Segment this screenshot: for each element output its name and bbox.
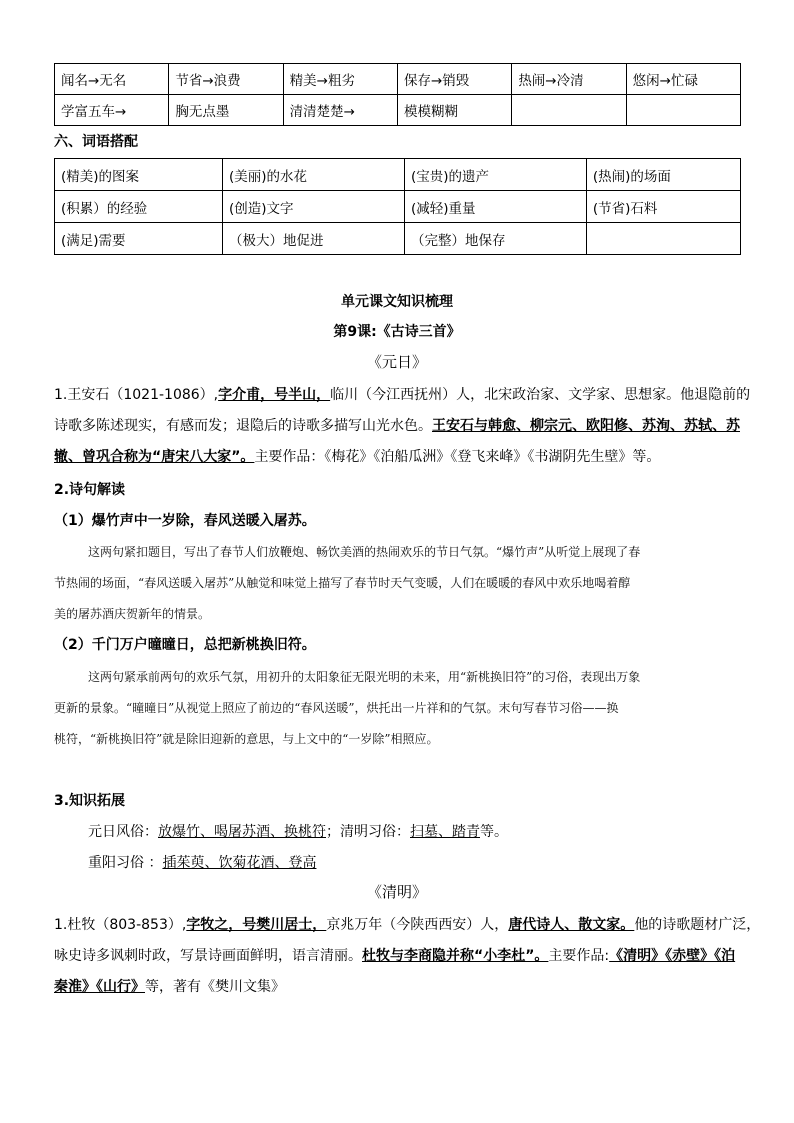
table-cell: (满足)需要: [55, 223, 223, 255]
table-cell: 学富五车→: [55, 95, 169, 126]
ext-text: ；清明习俗：: [326, 824, 410, 840]
unit-heading: 单元课文知识梳理: [341, 294, 453, 310]
table-cell: (积累）的经验: [55, 191, 223, 223]
table-cell: 精美→粗劣: [283, 64, 397, 95]
bio-highlight: 字介甫，号半山，: [218, 387, 331, 403]
table-row: [55, 191, 741, 223]
ext-line: [54, 817, 778, 848]
bio-text: 京兆万年（今陕西西安）人，: [326, 917, 509, 933]
bio-highlight: 字牧之，号樊川居士，: [186, 917, 327, 933]
table-cell: [586, 223, 740, 255]
bio-line: [54, 442, 744, 473]
lesson-title: 第9课:《古诗三首》: [333, 324, 461, 340]
table-row: [55, 223, 741, 255]
table-cell: 胸无点墨: [169, 95, 283, 126]
bio-line: [54, 380, 751, 411]
bio-line: [54, 941, 744, 972]
table-cell: 悠闲→忙碌: [626, 64, 740, 95]
bio-line: [54, 910, 761, 941]
bio-highlight: 王安石与韩愈、柳宗元、欧阳修、苏洵、苏轼、苏: [432, 418, 740, 434]
ext-highlight: 插茱萸、饮菊花酒、登高: [162, 855, 317, 871]
table-row: [55, 159, 741, 191]
note-line: 这两句紧扣题目，写出了春节人们放鞭炮、畅饮美酒的热闹欢乐的节日气氛。“爆竹声”从听觉上展现了春: [88, 545, 641, 559]
table-cell: (宝贵)的遗产: [404, 159, 586, 191]
collocation-table: [54, 158, 741, 255]
note-line: 美的屠苏酒庆贺新年的情景。: [54, 607, 211, 621]
note-line: 节热闹的场面，“春风送暖入屠苏”从触觉和味觉上描写了春节时天气变暖，人们在暖暖的春风中欢乐地喝着醇: [54, 576, 631, 590]
table-cell: 闻名→无名: [55, 64, 169, 95]
bio-text: 咏史诗多讽刺时政，写景诗画面鲜明，语言清丽。: [54, 948, 362, 964]
note-line: 这两句紧承前两句的欢乐气氛，用初升的太阳象征无限光明的未来，用“新桃换旧符”的习俗，表现出万象: [88, 670, 641, 684]
bio-text: 主要作品:: [548, 948, 610, 964]
verse-line: （2）千门万户曈曈日，总把新桃换旧符。: [54, 637, 316, 653]
ext-line: [54, 848, 778, 879]
bio-text: 临川（今江西抚州）人，北宋政治家、文学家、思想家。他退隐前的: [330, 387, 751, 403]
ext-text: 等。: [480, 824, 508, 840]
table-cell: (创造)文字: [223, 191, 405, 223]
table-cell: [512, 95, 626, 126]
antonym-table: [54, 63, 741, 126]
bio-line: [54, 972, 744, 1003]
table-cell: (节省)石料: [586, 191, 740, 223]
ext-text: 元日风俗：: [88, 824, 158, 840]
table-cell: (美丽)的水花: [223, 159, 405, 191]
bio-text: 1.王安石（1021-1086）,: [54, 387, 219, 403]
note-line: 更新的景象。“曈曈日”从视觉上照应了前边的“春风送暖”，烘托出一片祥和的气氛。末句写春节习俗——换: [54, 701, 619, 715]
ext-highlight: 扫墓、踏青: [410, 824, 480, 840]
bio-text: 1.杜牧（803-853）,: [54, 917, 187, 933]
bio-highlight: 杜牧与李商隐并称“小李杜”。: [362, 948, 549, 964]
table-cell: 保存→销毁: [397, 64, 511, 95]
table-cell: 模模糊糊: [397, 95, 511, 126]
table-cell: （完整）地保存: [404, 223, 586, 255]
table-cell: [626, 95, 740, 126]
bio-text: 等，著有《樊川文集》: [145, 979, 285, 995]
note-line: 桃符，“新桃换旧符”就是除旧迎新的意思，与上文中的“一岁除”相照应。: [54, 732, 439, 746]
bio-text: 他的诗歌题材广泛，: [634, 917, 761, 933]
section-title: 六、词语搭配: [54, 134, 138, 150]
table-row: [55, 64, 741, 95]
table-cell: (减轻)重量: [404, 191, 586, 223]
ext-highlight: 放爆竹、喝屠苏酒、换桃符: [158, 824, 326, 840]
bio-highlight: 辙、曾巩合称为“唐宋八大家”。: [54, 449, 255, 465]
ext-title: 3.知识拓展: [54, 793, 126, 809]
table-row: [55, 95, 741, 126]
bio-text: 主要作品：《梅花》《泊船瓜洲》《登飞来峰》《书湖阴先生壁》等。: [254, 449, 661, 465]
verse-line: （1）爆竹声中一岁除，春风送暖入屠苏。: [54, 513, 316, 529]
bio-highlight: 秦淮》《山行》: [54, 979, 145, 995]
table-cell: (精美)的图案: [55, 159, 223, 191]
table-cell: （极大）地促进: [223, 223, 405, 255]
table-cell: 热闹→冷清: [512, 64, 626, 95]
ext-text: 重阳习俗 ：: [88, 855, 163, 871]
bio-line: [54, 411, 744, 442]
bio-text: 诗歌多陈述现实，有感而发；退隐后的诗歌多描写山光水色。: [54, 418, 432, 434]
table-cell: 清清楚楚→: [283, 95, 397, 126]
poem-title: 《清明》: [366, 883, 427, 901]
bio-highlight: 《清明》《赤壁》《泊: [609, 948, 736, 964]
table-cell: 节省→浪费: [169, 64, 283, 95]
bio-highlight: 唐代诗人、散文家。: [508, 917, 635, 933]
interp-title: 2.诗句解读: [54, 482, 126, 498]
poem-title: 《元日》: [366, 353, 427, 371]
table-cell: (热闹)的场面: [586, 159, 740, 191]
